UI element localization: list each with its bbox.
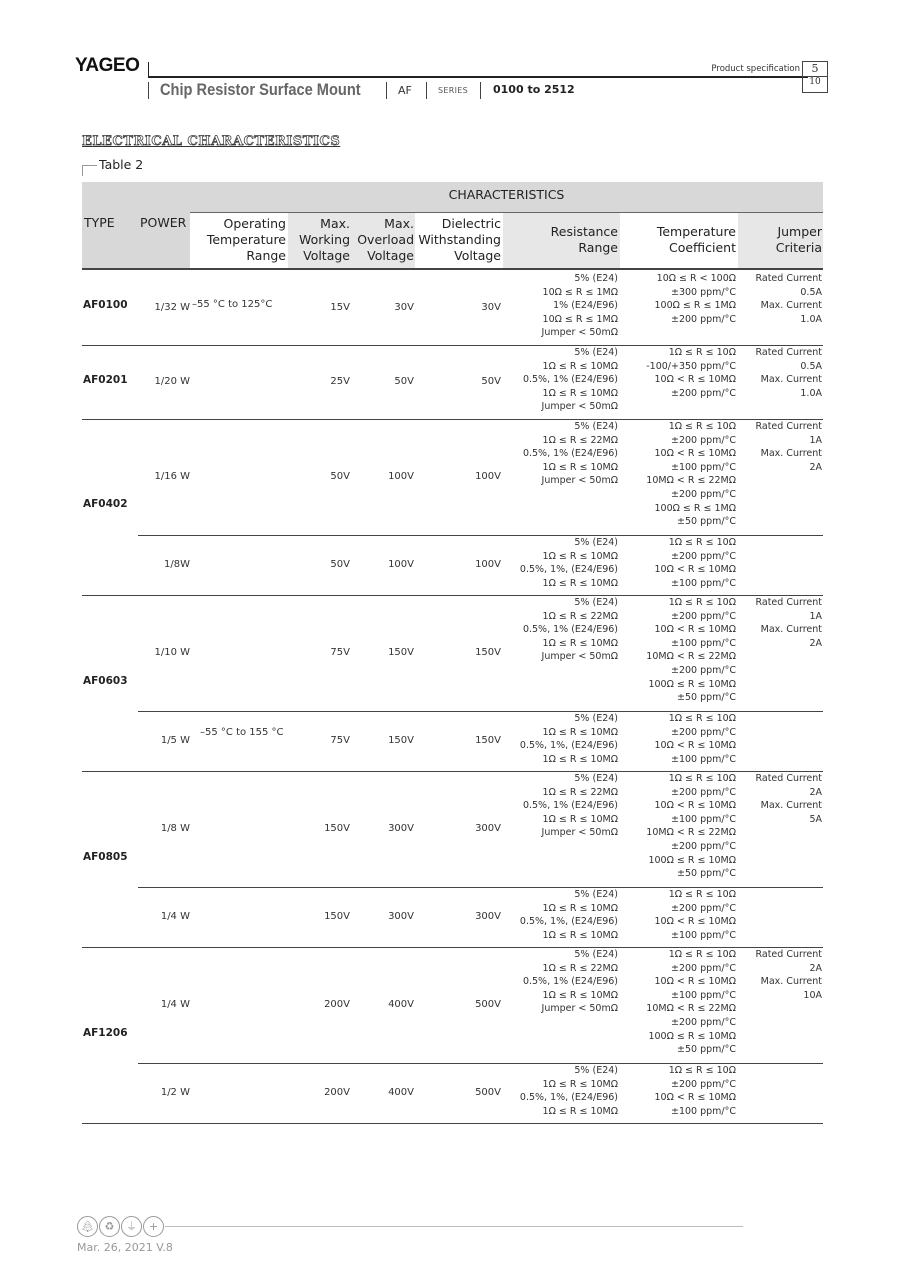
resistance-range-cell-line: 5% (E24) [574, 273, 618, 284]
temp-coefficient-cell-line: 10Ω < R ≤ 10MΩ [654, 976, 736, 988]
resistance-range-cell-line: 1Ω ≤ R ≤ 10MΩ [542, 902, 618, 914]
resistance-range-cell-line: 10Ω ≤ R ≤ 1MΩ [542, 313, 618, 325]
jumper-criteria-cell-line: Rated Current [755, 421, 822, 432]
temp-coefficient-cell [620, 1064, 736, 1118]
temp-coefficient-cell-line: 1Ω ≤ R ≤ 10Ω [668, 537, 736, 548]
resistance-range-cell-line: 5% (E24) [574, 773, 618, 784]
temp-coefficient-cell [620, 712, 736, 766]
power-cell: 1/8 W [160, 822, 190, 834]
power-cell: 1/5 W [160, 734, 190, 746]
jumper-criteria-cell [738, 346, 822, 400]
resistance-range-cell-line: 10Ω ≤ R ≤ 1MΩ [542, 286, 618, 298]
temp-coefficient-cell-line: ±100 ppm/°C [670, 637, 736, 649]
resistance-range-cell-line: 0.5%, 1% (E24/E96) [522, 800, 618, 812]
temp-coefficient-cell-line: ±200 ppm/°C [670, 1078, 736, 1090]
op-temp-range: –55 °C to 125°C [192, 299, 273, 310]
jumper-criteria-cell-line: Max. Current [760, 374, 822, 386]
resistance-range-cell-line: 1Ω ≤ R ≤ 10MΩ [542, 637, 618, 649]
table-label: Table 2 [99, 157, 144, 172]
type-label: AF0603 [83, 675, 128, 687]
temp-coefficient-cell-line: 10MΩ < R ≤ 22MΩ [646, 827, 736, 839]
temp-coefficient-cell [620, 948, 736, 1057]
resistance-range-cell [503, 712, 618, 766]
dielectric-voltage-cell: 50V [481, 375, 501, 387]
max-overload-voltage-cell: 150V [388, 734, 414, 746]
max-overload-voltage-cell: 300V [388, 822, 414, 834]
jumper-criteria-cell-line: Rated Current [755, 347, 822, 358]
col-maxover-header: Max. Overload Voltage [357, 216, 414, 263]
temp-coefficient-cell-line: 100Ω ≤ R ≤ 10MΩ [648, 854, 736, 866]
jumper-criteria-cell-line: 0.5A [800, 360, 822, 372]
temp-coefficient-cell-line: ±200 ppm/°C [670, 1016, 736, 1028]
temp-coefficient-cell-line: 1Ω ≤ R ≤ 10Ω [668, 713, 736, 724]
jumper-criteria-cell-line: Rated Current [755, 273, 822, 284]
page-number: 5 [811, 62, 819, 75]
jumper-criteria-cell-line: 2A [809, 786, 822, 798]
jumper-criteria-cell [738, 772, 822, 826]
dielectric-voltage-cell: 30V [481, 301, 501, 313]
temp-coefficient-cell-line: 10Ω < R ≤ 10MΩ [654, 740, 736, 752]
temp-coefficient-cell-line: 10Ω < R ≤ 10MΩ [654, 374, 736, 386]
header-rule [148, 76, 808, 78]
dielectric-voltage-cell: 500V [475, 1086, 501, 1098]
resistance-range-cell-line: 5% (E24) [574, 949, 618, 960]
resistance-range-cell [503, 272, 618, 340]
jumper-criteria-cell [738, 596, 822, 650]
jumper-criteria-cell-line: 1.0A [800, 387, 822, 399]
resistance-range-cell [503, 420, 618, 488]
resistance-range-cell-line: 1Ω ≤ R ≤ 10MΩ [542, 753, 618, 765]
resistance-range-cell-line: 1Ω ≤ R ≤ 10MΩ [542, 1105, 618, 1117]
col-maxwork-header: Max. Working Voltage [299, 216, 350, 263]
col-optemp-header: Operating Temperature Range [206, 216, 286, 263]
temp-coefficient-cell-line: 10Ω < R ≤ 10MΩ [654, 800, 736, 812]
resistance-range-cell [503, 948, 618, 1016]
power-cell: 1/8W [164, 558, 190, 570]
temp-coefficient-cell-line: 100Ω ≤ R ≤ 10MΩ [648, 1030, 736, 1042]
type-label: AF0402 [83, 498, 128, 510]
col-res-header: Resistance Range [550, 224, 618, 255]
resistance-range-cell-line: 0.5%, 1%, (E24/E96) [519, 916, 618, 928]
dielectric-voltage-cell: 150V [475, 646, 501, 658]
max-overload-voltage-cell: 400V [388, 1086, 414, 1098]
temp-coefficient-cell-line: -100/+350 ppm/°C [646, 360, 736, 372]
resistance-range-cell-line: 1Ω ≤ R ≤ 10MΩ [542, 577, 618, 589]
temp-coefficient-cell-line: ±300 ppm/°C [670, 286, 736, 298]
temp-coefficient-cell-line: ±50 ppm/°C [677, 516, 736, 528]
resistance-range-cell-line: 0.5%, 1% (E24/E96) [522, 448, 618, 460]
resistance-range-cell-line: 1Ω ≤ R ≤ 22MΩ [542, 610, 618, 622]
resistance-range-cell [503, 346, 618, 414]
jumper-criteria-cell-line: 1A [809, 610, 822, 622]
resistance-range-cell-line: 1Ω ≤ R ≤ 10MΩ [542, 813, 618, 825]
col-jumper-header: Jumper Criteria [775, 224, 822, 255]
temp-coefficient-cell-line: ±200 ppm/°C [670, 902, 736, 914]
temp-coefficient-cell [620, 272, 736, 326]
temp-coefficient-cell-line: ±200 ppm/°C [670, 610, 736, 622]
temp-coefficient-cell-line: 10Ω < R ≤ 10MΩ [654, 916, 736, 928]
temp-coefficient-cell-line: 10Ω < R ≤ 10MΩ [654, 448, 736, 460]
max-overload-voltage-cell: 50V [394, 375, 414, 387]
dielectric-voltage-cell: 100V [475, 558, 501, 570]
section-title: ELECTRICAL CHARACTERISTICS [82, 134, 341, 149]
jumper-criteria-cell-line: 2A [809, 461, 822, 473]
power-cell: 1/20 W [154, 375, 190, 387]
power-cell: 1/16 W [154, 470, 190, 482]
doc-title: Chip Resistor Surface Mount [160, 80, 361, 99]
page-total: 10 [809, 77, 821, 87]
resistance-range-cell-line: 1% (E24/E96) [553, 300, 618, 312]
temp-coefficient-cell-line: 100Ω ≤ R ≤ 10MΩ [648, 678, 736, 690]
jumper-criteria-cell-line: 2A [809, 962, 822, 974]
temp-coefficient-cell-line: ±100 ppm/°C [670, 989, 736, 1001]
col-type-header: TYPE [84, 215, 115, 230]
resistance-range-cell-line: 5% (E24) [574, 1065, 618, 1076]
temp-coefficient-cell-line: ±100 ppm/°C [670, 929, 736, 941]
jumper-criteria-cell-line: 0.5A [800, 286, 822, 298]
resistance-range-cell [503, 888, 618, 942]
dielectric-voltage-cell: 300V [475, 910, 501, 922]
temp-coefficient-cell-line: ±100 ppm/°C [670, 1105, 736, 1117]
jumper-criteria-cell [738, 420, 822, 474]
temp-coefficient-cell-line: ±200 ppm/°C [670, 962, 736, 974]
series-code: AF [398, 84, 412, 97]
temp-coefficient-cell-line: 10MΩ < R ≤ 22MΩ [646, 651, 736, 663]
op-temp-range: –55 °C to 155 °C [200, 727, 284, 738]
temp-coefficient-cell [620, 536, 736, 590]
dielectric-voltage-cell: 100V [475, 470, 501, 482]
resistance-range-cell-line: 0.5%, 1%, (E24/E96) [519, 1092, 618, 1104]
temp-coefficient-cell-line: 1Ω ≤ R ≤ 10Ω [668, 889, 736, 900]
max-working-voltage-cell: 150V [324, 822, 350, 834]
resistance-range-cell-line: 1Ω ≤ R ≤ 10MΩ [542, 726, 618, 738]
characteristics-header: CHARACTERISTICS [448, 187, 565, 202]
temp-coefficient-cell-line: ±200 ppm/°C [670, 313, 736, 325]
resistance-range-cell-line: 5% (E24) [574, 889, 618, 900]
resistance-range-cell [503, 536, 618, 590]
temp-coefficient-cell [620, 772, 736, 881]
temp-coefficient-cell-line: 1Ω ≤ R ≤ 10Ω [668, 597, 736, 608]
plus-icon: + [143, 1216, 164, 1237]
resistance-range-cell-line: 1Ω ≤ R ≤ 10MΩ [542, 461, 618, 473]
temp-coefficient-cell-line: ±200 ppm/°C [670, 387, 736, 399]
dielectric-voltage-cell: 150V [475, 734, 501, 746]
resistance-range-cell-line: 1Ω ≤ R ≤ 10MΩ [542, 360, 618, 372]
temp-coefficient-cell-line: ±200 ppm/°C [670, 726, 736, 738]
jumper-criteria-cell-line: Max. Current [760, 448, 822, 460]
temp-coefficient-cell-line: 10Ω ≤ R < 100Ω [656, 273, 736, 284]
resistance-range-cell-line: 0.5%, 1% (E24/E96) [522, 976, 618, 988]
temp-coefficient-cell-line: 1Ω ≤ R ≤ 10Ω [668, 1065, 736, 1076]
max-overload-voltage-cell: 100V [388, 470, 414, 482]
temp-coefficient-cell-line: ±200 ppm/°C [670, 664, 736, 676]
recycle-icon: ♻ [99, 1216, 120, 1237]
max-working-voltage-cell: 75V [330, 646, 350, 658]
type-label: AF0100 [83, 299, 128, 311]
temp-coefficient-cell [620, 420, 736, 529]
type-label: AF0805 [83, 851, 128, 863]
temp-coefficient-cell-line: 10Ω < R ≤ 10MΩ [654, 564, 736, 576]
temp-coefficient-cell-line: ±200 ppm/°C [670, 550, 736, 562]
yageo-logo: YAGEO [75, 55, 140, 76]
resistance-range-cell-line: 1Ω ≤ R ≤ 10MΩ [542, 989, 618, 1001]
power-cell: 1/32 W [154, 301, 190, 313]
temp-coefficient-cell-line: 1Ω ≤ R ≤ 10Ω [668, 347, 736, 358]
resistance-range-cell-line: 1Ω ≤ R ≤ 10MΩ [542, 929, 618, 941]
row-separator [82, 1123, 823, 1124]
temp-coefficient-cell [620, 888, 736, 942]
temp-coefficient-cell-line: ±100 ppm/°C [670, 813, 736, 825]
temp-coefficient-cell-line: 10MΩ < R ≤ 22MΩ [646, 475, 736, 487]
temp-coefficient-cell [620, 596, 736, 705]
resistance-range-cell-line: 1Ω ≤ R ≤ 10MΩ [542, 387, 618, 399]
jumper-criteria-cell-line: Max. Current [760, 300, 822, 312]
resistance-range-cell-line: Jumper < 50mΩ [541, 327, 618, 339]
col-power-header: POWER [140, 215, 187, 230]
type-label: AF1206 [83, 1027, 128, 1039]
doc-title-row [148, 80, 808, 100]
temp-coefficient-cell-line: 1Ω ≤ R ≤ 10Ω [668, 949, 736, 960]
max-working-voltage-cell: 15V [330, 301, 350, 313]
temp-coefficient-cell-line: 1Ω ≤ R ≤ 10Ω [668, 773, 736, 784]
jumper-criteria-cell [738, 948, 822, 1002]
power-cell: 1/4 W [160, 910, 190, 922]
power-cell: 1/10 W [154, 646, 190, 658]
series-label: SERIES [438, 86, 468, 95]
temp-coefficient-cell-line: ±200 ppm/°C [670, 488, 736, 500]
temp-coefficient-cell-line: 1Ω ≤ R ≤ 10Ω [668, 421, 736, 432]
dielectric-voltage-cell: 500V [475, 998, 501, 1010]
footer-rule [165, 1226, 743, 1227]
size-range: 0100 to 2512 [493, 83, 575, 96]
max-working-voltage-cell: 25V [330, 375, 350, 387]
jumper-criteria-cell-line: Rated Current [755, 773, 822, 784]
temp-coefficient-cell-line: 100Ω ≤ R ≤ 1MΩ [654, 300, 736, 312]
jumper-criteria-cell-line: 5A [809, 813, 822, 825]
resistance-range-cell-line: 5% (E24) [574, 597, 618, 608]
max-working-voltage-cell: 75V [330, 734, 350, 746]
max-overload-voltage-cell: 400V [388, 998, 414, 1010]
resistance-range-cell-line: 1Ω ≤ R ≤ 10MΩ [542, 550, 618, 562]
max-overload-voltage-cell: 100V [388, 558, 414, 570]
ground-icon: ⏚ [121, 1216, 142, 1237]
resistance-range-cell-line: 0.5%, 1% (E24/E96) [522, 374, 618, 386]
temp-coefficient-cell-line: 10Ω < R ≤ 10MΩ [654, 1092, 736, 1104]
power-cell: 1/2 W [160, 1086, 190, 1098]
max-working-voltage-cell: 50V [330, 470, 350, 482]
max-overload-voltage-cell: 300V [388, 910, 414, 922]
resistance-range-cell-line: 5% (E24) [574, 347, 618, 358]
temp-coefficient-cell-line: ±200 ppm/°C [670, 434, 736, 446]
jumper-criteria-cell-line: 10A [803, 989, 822, 1001]
max-working-voltage-cell: 200V [324, 1086, 350, 1098]
col-tc-header: Temperature Coefficient [656, 224, 736, 255]
temp-coefficient-cell-line: ±50 ppm/°C [677, 692, 736, 704]
power-cell: 1/4 W [160, 998, 190, 1010]
max-working-voltage-cell: 50V [330, 558, 350, 570]
jumper-criteria-cell-line: Rated Current [755, 949, 822, 960]
resistance-range-cell-line: Jumper < 50mΩ [541, 475, 618, 487]
type-label: AF0201 [83, 374, 128, 386]
resistance-range-cell-line: 0.5%, 1%, (E24/E96) [519, 740, 618, 752]
resistance-range-cell-line: 5% (E24) [574, 421, 618, 432]
product-spec-label: Product specification [711, 64, 800, 74]
temp-coefficient-cell-line: ±200 ppm/°C [670, 786, 736, 798]
resistance-range-cell-line: 1Ω ≤ R ≤ 22MΩ [542, 786, 618, 798]
footer-date: Mar. 26, 2021 V.8 [77, 1241, 173, 1254]
temp-coefficient-cell-line: ±100 ppm/°C [670, 461, 736, 473]
jumper-criteria-cell-line: Max. Current [760, 976, 822, 988]
jumper-criteria-cell-line: 1A [809, 434, 822, 446]
resistance-range-cell-line: 5% (E24) [574, 537, 618, 548]
col-diel-header: Dielectric Withstanding Voltage [418, 216, 501, 263]
temp-coefficient-cell-line: ±200 ppm/°C [670, 840, 736, 852]
resistance-range-cell-line: 1Ω ≤ R ≤ 10MΩ [542, 1078, 618, 1090]
max-overload-voltage-cell: 150V [388, 646, 414, 658]
temp-coefficient-cell-line: 10Ω < R ≤ 10MΩ [654, 624, 736, 636]
resistance-range-cell-line: Jumper < 50mΩ [541, 401, 618, 413]
resistance-range-cell-line: 1Ω ≤ R ≤ 22MΩ [542, 434, 618, 446]
resistance-range-cell-line: 5% (E24) [574, 713, 618, 724]
jumper-criteria-cell-line: Max. Current [760, 800, 822, 812]
resistance-range-cell-line: Jumper < 50mΩ [541, 827, 618, 839]
jumper-criteria-cell-line: 2A [809, 637, 822, 649]
table-bracket [82, 165, 97, 176]
resistance-range-cell-line: 1Ω ≤ R ≤ 22MΩ [542, 962, 618, 974]
resistance-range-cell [503, 772, 618, 840]
temp-coefficient-cell-line: ±50 ppm/°C [677, 868, 736, 880]
resistance-range-cell-line: 0.5%, 1% (E24/E96) [522, 624, 618, 636]
resistance-range-cell-line: Jumper < 50mΩ [541, 1003, 618, 1015]
temp-coefficient-cell-line: 100Ω ≤ R ≤ 1MΩ [654, 502, 736, 514]
temp-coefficient-cell-line: ±100 ppm/°C [670, 753, 736, 765]
resistance-range-cell [503, 1064, 618, 1118]
temp-coefficient-cell-line: ±100 ppm/°C [670, 577, 736, 589]
jumper-criteria-cell-line: Max. Current [760, 624, 822, 636]
temp-coefficient-cell-line: 10MΩ < R ≤ 22MΩ [646, 1003, 736, 1015]
jumper-criteria-cell [738, 272, 822, 326]
resistance-range-cell [503, 596, 618, 664]
footer-icons [77, 1215, 165, 1237]
temp-coefficient-cell-line: ±50 ppm/°C [677, 1044, 736, 1056]
jumper-criteria-cell-line: Rated Current [755, 597, 822, 608]
temp-coefficient-cell [620, 346, 736, 400]
max-working-voltage-cell: 150V [324, 910, 350, 922]
max-overload-voltage-cell: 30V [394, 301, 414, 313]
resistance-range-cell-line: Jumper < 50mΩ [541, 651, 618, 663]
max-working-voltage-cell: 200V [324, 998, 350, 1010]
tree-icon: 🌲︎ [77, 1216, 98, 1237]
jumper-criteria-cell-line: 1.0A [800, 313, 822, 325]
dielectric-voltage-cell: 300V [475, 822, 501, 834]
resistance-range-cell-line: 0.5%, 1%, (E24/E96) [519, 564, 618, 576]
